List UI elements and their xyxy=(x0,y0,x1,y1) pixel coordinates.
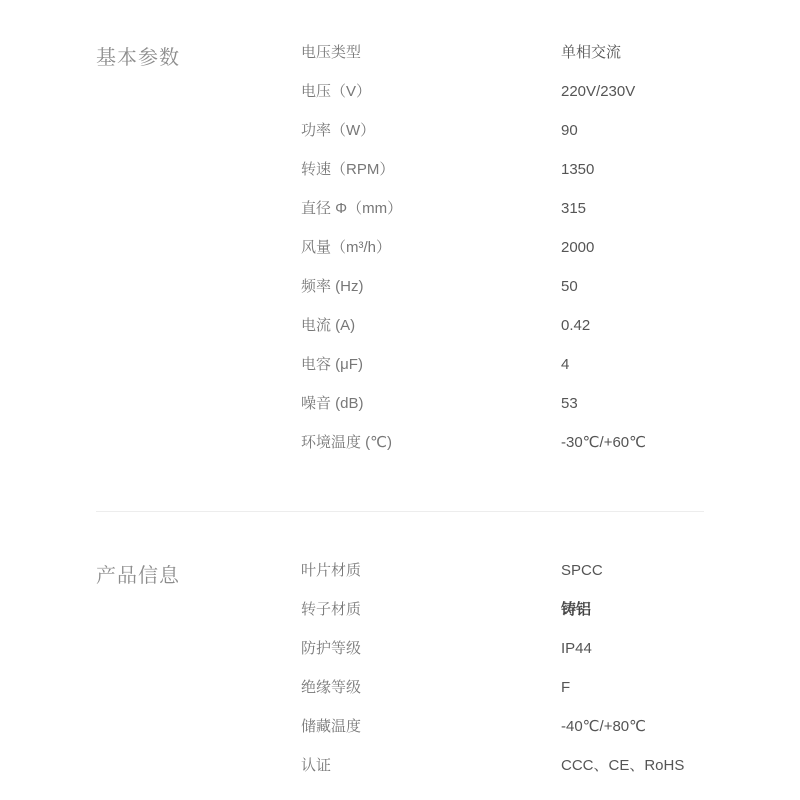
spec-value: SPCC xyxy=(561,562,603,579)
section-basic-parameters xyxy=(0,42,800,471)
table-row xyxy=(301,42,800,81)
table-row xyxy=(301,638,800,677)
spec-label: 转子材质 xyxy=(301,601,362,618)
spec-value: -40℃/+80℃ xyxy=(561,718,646,735)
table-row xyxy=(301,198,800,237)
spec-label: 电容 (μF) xyxy=(301,356,363,373)
spec-value: 50 xyxy=(561,278,578,295)
spec-label: 电流 (A) xyxy=(301,317,356,334)
table-row xyxy=(301,716,800,755)
spec-label: 功率（W） xyxy=(301,122,376,139)
spec-label: 防护等级 xyxy=(301,640,362,657)
section-gap-bottom xyxy=(0,512,800,560)
spec-value: 90 xyxy=(561,122,578,139)
spec-value: 1350 xyxy=(561,161,595,178)
spec-rows-product-information xyxy=(301,560,800,794)
table-row xyxy=(301,120,800,159)
spec-value: 铸铝 xyxy=(561,601,592,618)
section-title-basic-parameters: 基本参数 xyxy=(96,47,180,69)
spec-label: 频率 (Hz) xyxy=(301,278,364,295)
table-row xyxy=(301,354,800,393)
spec-value: 220V/230V xyxy=(561,83,636,100)
spec-value: CCC、CE、RoHS xyxy=(561,757,685,774)
spec-label: 环境温度 (℃) xyxy=(301,434,393,451)
spec-value: -30℃/+60℃ xyxy=(561,434,646,451)
spec-value: 单相交流 xyxy=(561,44,622,61)
spec-label: 风量（m³/h） xyxy=(301,239,392,256)
spec-label: 储藏温度 xyxy=(301,718,362,735)
spec-label: 直径 Φ（mm） xyxy=(301,200,403,217)
spec-label: 噪音 (dB) xyxy=(301,395,364,412)
table-row xyxy=(301,677,800,716)
spec-label: 叶片材质 xyxy=(301,562,362,579)
spec-value: 4 xyxy=(561,356,570,373)
table-row xyxy=(301,560,800,599)
table-row xyxy=(301,432,800,471)
spec-value: 53 xyxy=(561,395,578,412)
spec-rows-basic-parameters xyxy=(301,42,800,471)
section-title-product-information: 产品信息 xyxy=(96,565,180,587)
table-row xyxy=(301,81,800,120)
table-row xyxy=(301,237,800,276)
table-row xyxy=(301,755,800,794)
section-product-information xyxy=(0,560,800,794)
top-spacer xyxy=(0,0,800,42)
spec-label: 电压（V） xyxy=(301,83,372,100)
spec-value: 2000 xyxy=(561,239,595,256)
spec-value: 315 xyxy=(561,200,587,217)
spec-label: 转速（RPM） xyxy=(301,161,395,178)
table-row xyxy=(301,393,800,432)
spec-label: 电压类型 xyxy=(301,44,362,61)
table-row xyxy=(301,276,800,315)
spec-label: 绝缘等级 xyxy=(301,679,362,696)
table-row xyxy=(301,159,800,198)
spec-label: 认证 xyxy=(301,757,332,774)
spec-value: 0.42 xyxy=(561,317,591,334)
section-gap-top xyxy=(0,471,800,511)
spec-value: IP44 xyxy=(561,640,592,657)
table-row xyxy=(301,315,800,354)
spec-value: F xyxy=(561,679,571,696)
table-row xyxy=(301,599,800,638)
